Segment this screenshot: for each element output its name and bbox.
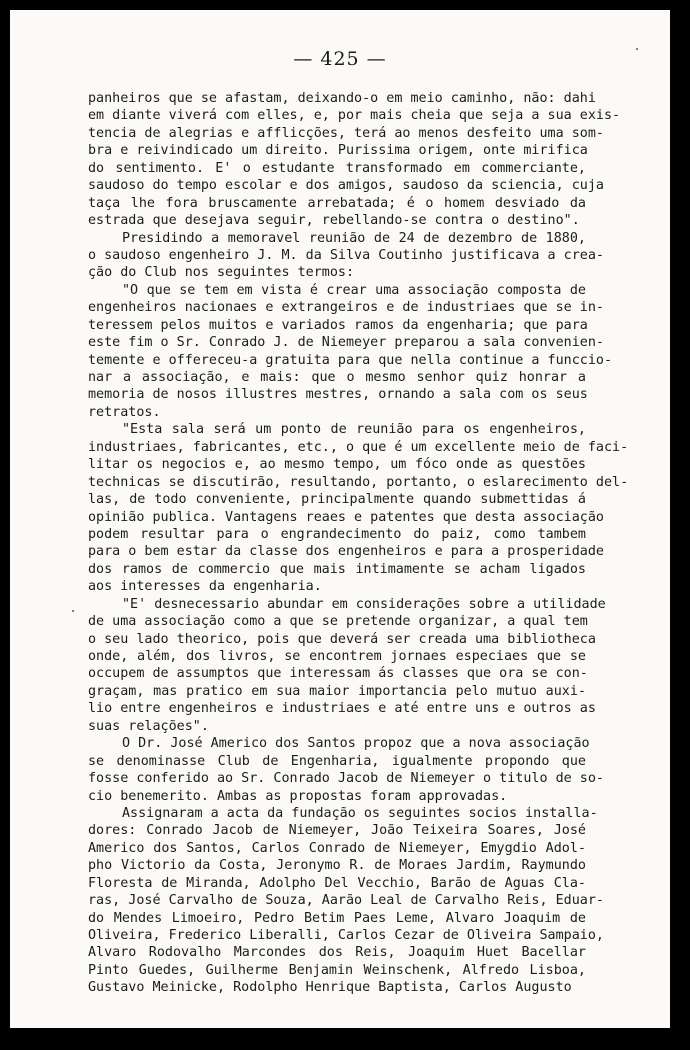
text-line: aos interesses da engenharia. [88,579,322,595]
text-line: O Dr. José Americo dos Santos propoz que a nova associação [122,736,590,752]
text-line: o saudoso engenheiro J. M. da Silva Coutinho justificava a crea- [88,247,604,263]
text-line: Americo dos Santos, Carlos Conrado de Niemeyer, Emygdio Adol- [88,840,586,856]
text-line: occupem de assumptos que interessam ás classes que ora se con- [88,666,588,682]
text-line: cio benemerito. Ambas as propostas foram approvadas. [88,788,508,804]
text-line: de uma associação como a que se pretende organizar, a qual tem [88,614,588,630]
text-line: Gustavo Meinicke, Rodolpho Henrique Baptista, Carlos Augusto [88,980,572,996]
paper-speck [72,610,74,612]
text-line: "Esta sala será um ponto de reunião para os engenheiros, [122,422,586,438]
text-line: podem resultar para o engrandecimento do paiz, como tambem [88,526,586,542]
paper-speck [636,48,638,50]
text-line: Assignaram a acta da fundação os seguintes socios installa- [122,805,598,821]
text-line: litar os negocios e, ao mesmo tempo, um fóco onde as questões [88,457,586,473]
text-line: teressem pelos muitos e variados ramos da engenharia; que para [88,317,588,333]
paragraph [88,421,629,595]
text-line: graçam, mas pratico em sua maior importancia pelo mutuo auxi- [88,683,586,699]
text-line: do sentimento. E' o estudante transformado em commerciante, [88,160,586,176]
text-line: Alvaro Rodovalho Marcondes dos Reis, Joaquim Huet Bacellar [88,945,586,961]
text-line: ção do Club nos seguintes termos: [88,265,355,281]
text-line: onde, além, dos livros, se encontrem jornaes especiaes que se [88,649,586,664]
text-line: tencia de alegrias e afflicções, terá ao menos desfeito uma som- [88,125,604,141]
text-line: technicas se discutirão, resultando, portanto, o eslarecimento del- [88,474,629,490]
text-line: bra e reivindicado um direito. Purissima origem, onte mirifica [88,143,588,159]
text-line: o seu lado theorico, pois que deverá ser creada uma bibliotheca [88,631,596,647]
text-line: Pinto Guedes, Guilherme Benjamin Weinschenk, Alfredo Lisboa, [88,962,586,978]
text-line: memoria de nosos illustres mestres, ornando a sala com os seus [88,387,588,403]
text-line: retratos. [88,404,161,420]
text-line: "E' desnecessario abundar em considerações sobre a utilidade [122,596,606,612]
text-line: Floresta de Miranda, Adolpho Del Vecchio, Barão de Aguas Cla- [88,875,586,891]
book-page [10,10,670,1028]
text-line: temente e offereceu-a gratuita para que nella continue a funccio- [88,352,613,368]
text-line: do Mendes Limoeiro, Pedro Betim Paes Leme, Alvaro Joaquim de [88,910,586,926]
text-line: las, de todo conveniente, principalmente quando submettidas á [88,492,586,508]
text-line: opinião publica. Vantagens reaes e patentes que desta associação [88,509,604,525]
text-line: suas relações". [88,718,209,734]
text-line: se denominasse Club de Engenharia, igualmente propondo que [88,753,586,769]
text-line: para o bem estar da classe dos engenheiros e para a prosperidade [88,544,604,560]
text-line: em diante viverá com elles, e, por mais cheia que seja a sua exis- [88,108,621,124]
text-line: industriaes, fabricantes, etc., o que é um excellente meio de faci- [88,439,629,455]
text-line: Presidindo a memoravel reunião de 24 de dezembro de 1880, [122,230,586,246]
paragraph [88,805,604,997]
text-line: estrada que desejava seguir, rebellando-se contra o destino". [88,213,580,229]
text-line: "O que se tem em vista é crear uma associação composta de [122,282,586,298]
text-line: panheiros que se afastam, deixando-o em meio caminho, não: dahi [88,91,596,106]
body-text [88,90,629,997]
paragraph [88,735,604,805]
paragraph [88,90,621,230]
text-line: pho Victorio da Costa, Jeronymo R. de Moraes Jardim, Raymundo [88,858,586,874]
text-line: engenheiros nacionaes e extrangeiros e de industriaes que se in- [88,300,604,316]
text-line: saudoso do tempo escolar e dos amigos, saudoso da sciencia, cuja [88,178,604,194]
text-line: dores: Conrado Jacob de Niemeyer, João Teixeira Soares, José [88,823,586,839]
text-line: fosse conferido ao Sr. Conrado Jacob de Niemeyer o titulo de so- [88,771,604,787]
text-line: nar a associação, e mais: que o mesmo senhor quiz honrar a [88,370,586,385]
text-line: taça lhe fora bruscamente arrebatada; é o homem desviado da [88,195,586,211]
paragraph [88,596,606,736]
text-line: Oliveira, Frederico Liberalli, Carlos Cezar de Oliveira Sampaio, [88,928,604,943]
paragraph [88,230,604,282]
text-line: ras, José Carvalho de Souza, Aarão Leal de Carvalho Reis, Eduar- [88,893,604,909]
page-number: — 425 — [293,48,387,70]
text-line: dos ramos de commercio que mais intimamente se acham ligados [88,561,586,577]
paragraph [88,282,613,422]
text-line: lio entre engenheiros e industriaes e até entre uns e outros as [88,701,596,717]
text-line: este fim o Sr. Conrado J. de Niemeyer preparou a sala convenien- [88,335,604,351]
